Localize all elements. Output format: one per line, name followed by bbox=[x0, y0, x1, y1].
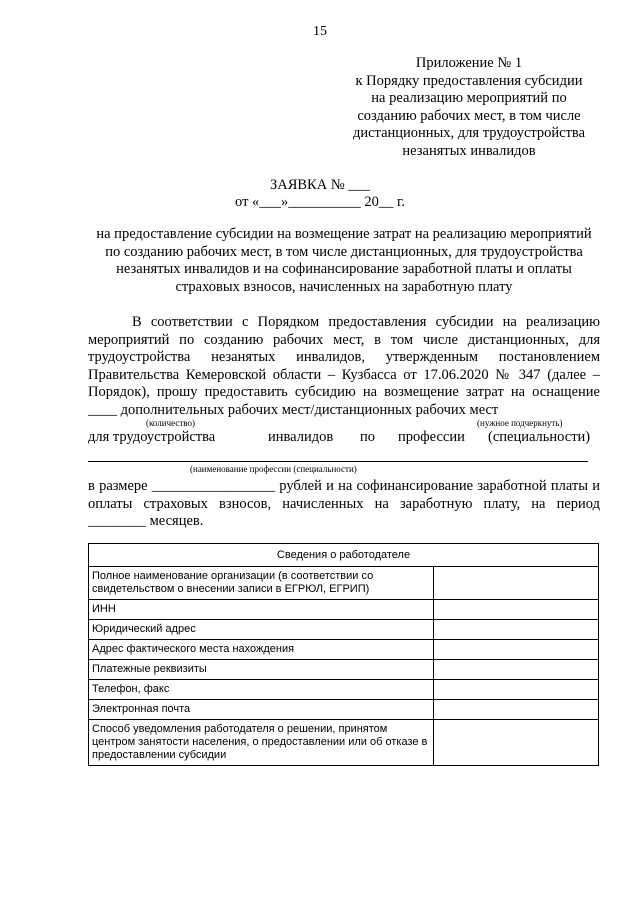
appendix-line: незанятых инвалидов bbox=[402, 142, 536, 159]
page-number: 15 bbox=[313, 24, 327, 39]
table-row-value[interactable] bbox=[434, 620, 599, 640]
employer-info-table bbox=[88, 543, 599, 766]
hint-profession: (наименование профессии (специальности) bbox=[190, 464, 357, 474]
employment-word: по bbox=[360, 429, 376, 445]
table-row bbox=[89, 600, 599, 620]
employment-word: инвалидов bbox=[268, 429, 334, 445]
table-row-label: Полное наименование организации (в соответствии со свидетельством о внесении записи в ЕГРЮЛ, ЕГРИП) bbox=[89, 567, 434, 600]
table-row-label: ИНН bbox=[89, 600, 434, 620]
table-row bbox=[89, 680, 599, 700]
employment-word: для трудоустройства bbox=[88, 429, 216, 445]
hint-strike: (нужное подчеркнуть) bbox=[477, 418, 563, 428]
body-paragraph: В соответствии с Порядком предоставления субсидии на реализацию мероприятий по созданию рабочих мест, в том числе дистанционных, для трудоустройства незанятых инвалидов, утвержденным постановлением Правительства Кемеровской области – Кузбасса от 17.06.2020 № 347 (далее – Порядок), прошу предоставить субсидию на возмещение затрат на оснащение ____ дополнительных рабочих мест/дистанционных рабочих мест bbox=[88, 314, 600, 418]
table-row-label: Адрес фактического места нахождения bbox=[89, 640, 434, 660]
table-header: Сведения о работодателе bbox=[89, 544, 599, 567]
application-title: ЗАЯВКА № ___ bbox=[269, 177, 371, 193]
appendix-line: на реализацию мероприятий по bbox=[371, 90, 567, 106]
appendix-line: созданию рабочих мест, в том числе bbox=[357, 107, 581, 124]
table-row-value[interactable] bbox=[434, 660, 599, 680]
table-row-value[interactable] bbox=[434, 640, 599, 660]
employment-word: профессии bbox=[398, 429, 465, 445]
table-row bbox=[89, 620, 599, 640]
table-row-label: Электронная почта bbox=[89, 700, 434, 720]
table-row-value[interactable] bbox=[434, 600, 599, 620]
appendix-line: дистанционных, для трудоустройства bbox=[352, 125, 586, 141]
table-row bbox=[89, 660, 599, 680]
amount-paragraph: в размере _________________ рублей и на софинансирование заработной платы и оплаты страховых взносов, начисленных на заработную плату, на период ________ месяцев. bbox=[88, 478, 600, 529]
appendix-block bbox=[340, 55, 598, 160]
application-subtitle: на предоставление субсидии на возмещение затрат на реализацию мероприятий по созданию рабочих мест, в том числе дистанционных, для трудоустройства незанятых инвалидов и на софинансирование заработной платы и оплаты страховых взносов, начисленных на заработную плату bbox=[96, 226, 592, 295]
table-row-label: Телефон, факс bbox=[89, 680, 434, 700]
table-row-value[interactable] bbox=[434, 720, 599, 766]
table-row-value[interactable] bbox=[434, 567, 599, 600]
table-row bbox=[89, 720, 599, 766]
table-row bbox=[89, 567, 599, 600]
application-date: от «___»__________ 20__ г. bbox=[235, 194, 405, 210]
table-row-value[interactable] bbox=[434, 700, 599, 720]
table-row-label: Платежные реквизиты bbox=[89, 660, 434, 680]
table-row-label: Юридический адрес bbox=[89, 620, 434, 640]
table-header-row bbox=[89, 544, 599, 567]
appendix-line: Приложение № 1 bbox=[415, 55, 523, 71]
table-row-label: Способ уведомления работодателя о решении, принятом центром занятости населения, о предоставлении или об отказе в предоставлении субсидии bbox=[89, 720, 434, 766]
employment-word: (специальности) bbox=[488, 429, 591, 445]
table-row-value[interactable] bbox=[434, 680, 599, 700]
table-row bbox=[89, 640, 599, 660]
table-row bbox=[89, 700, 599, 720]
hint-quantity: (количество) bbox=[146, 418, 195, 428]
profession-rule bbox=[88, 461, 588, 462]
appendix-line: к Порядку предоставления субсидии bbox=[355, 72, 583, 89]
